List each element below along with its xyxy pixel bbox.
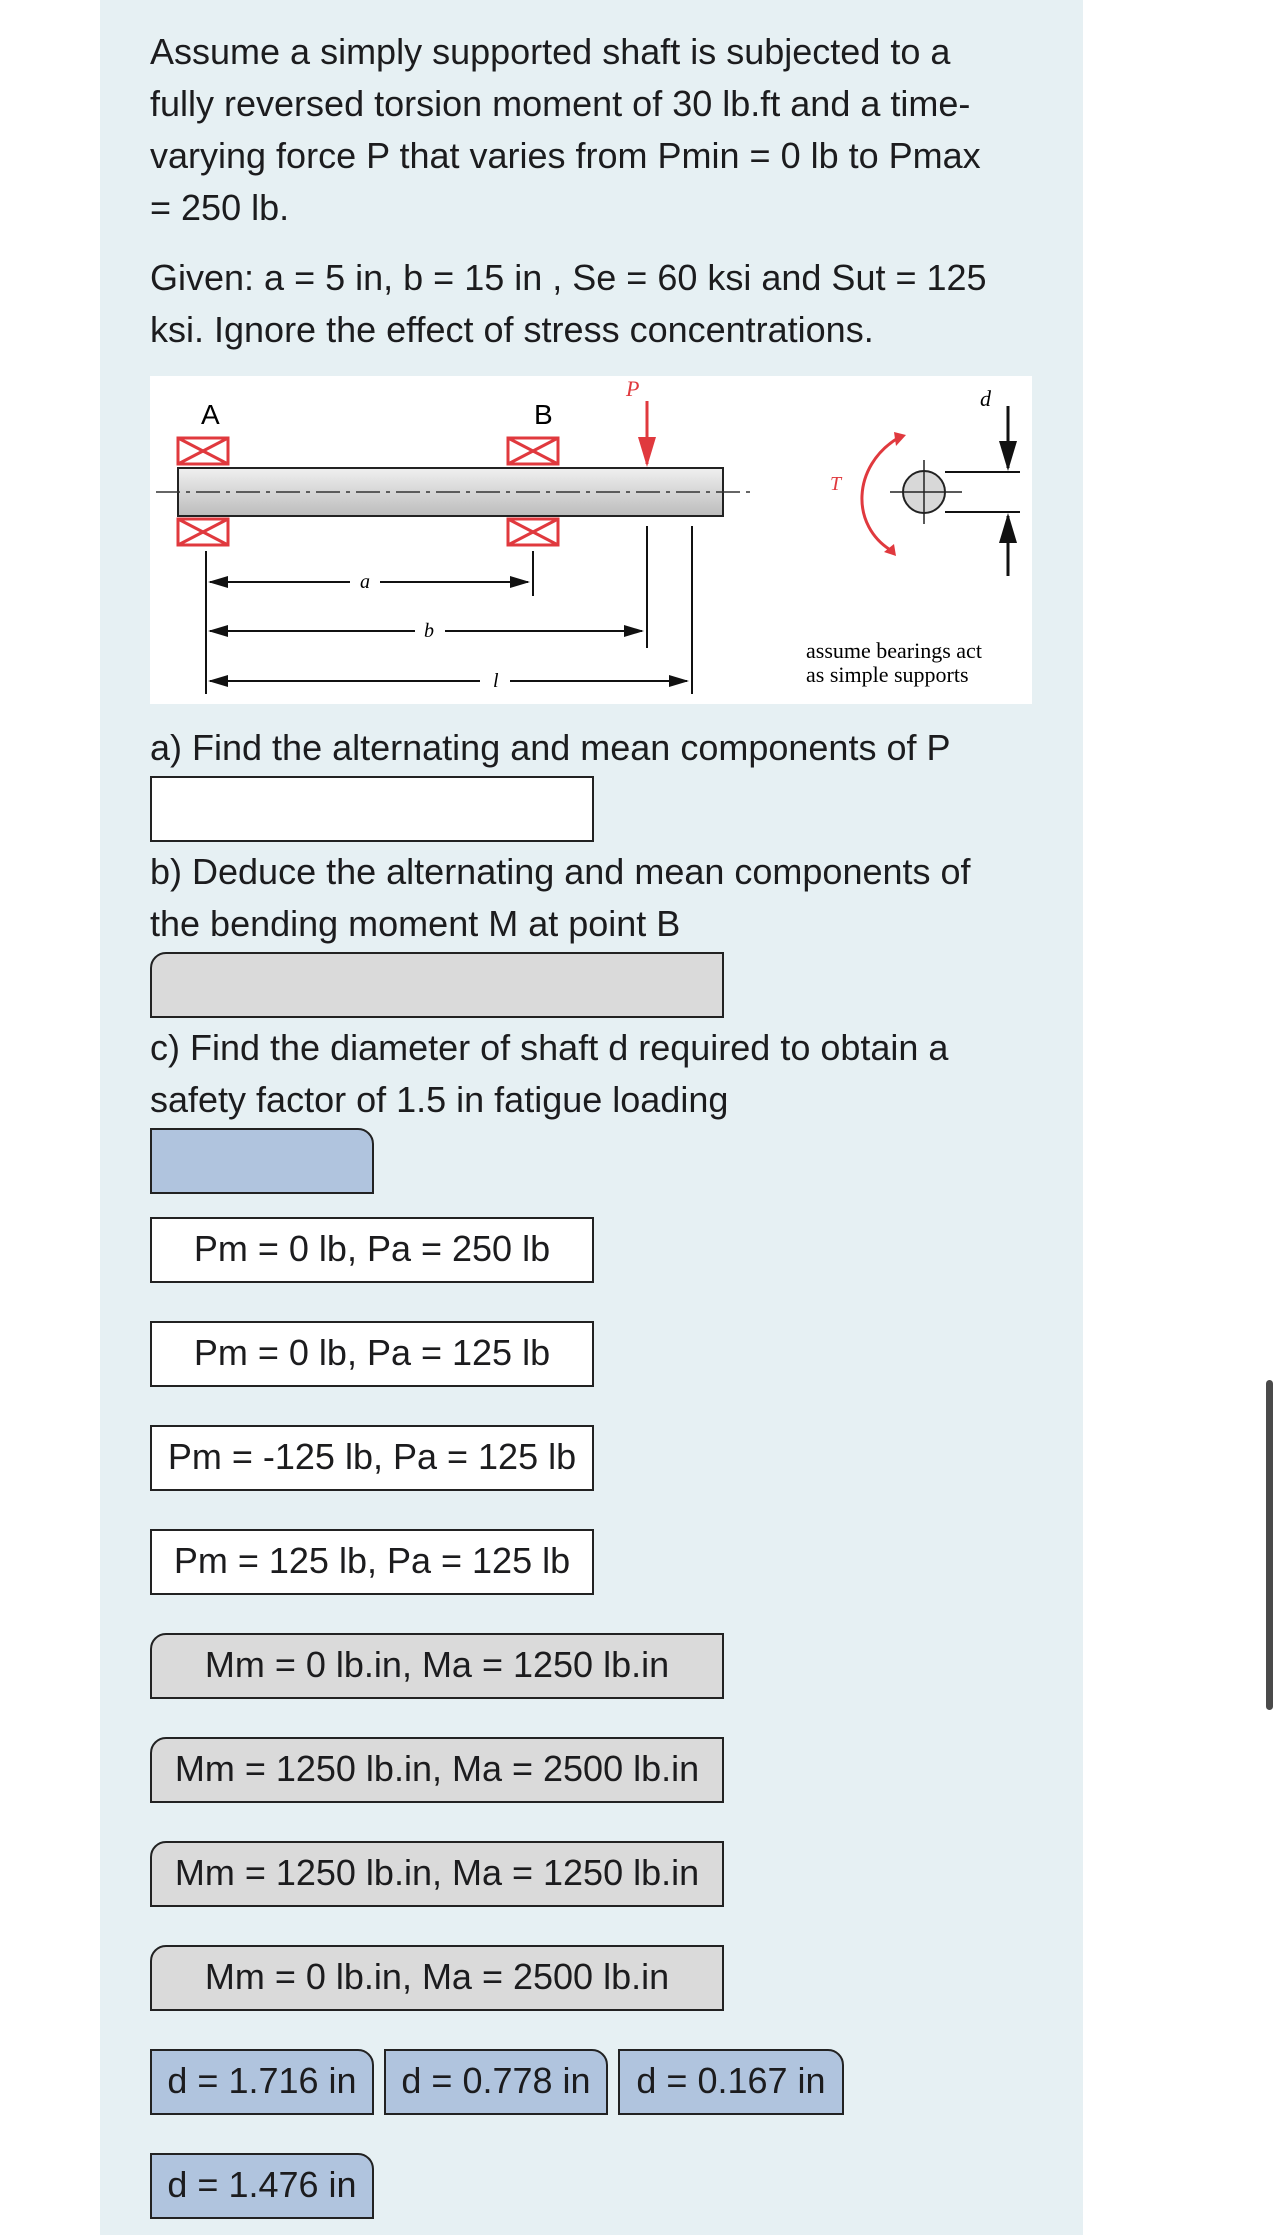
part-b-prompt: b) Deduce the alternating and mean components of the bending moment M at point B [150,851,971,944]
support-b-label: B [534,399,553,430]
option-p-2[interactable]: Pm = 0 lb, Pa = 125 lb [150,1321,594,1387]
option-p-4[interactable]: Pm = 125 lb, Pa = 125 lb [150,1529,594,1595]
option-d-4[interactable]: d = 1.476 in [150,2153,374,2219]
diameter-label: d [980,386,991,411]
bearing-note-line2: as simple supports [806,662,969,687]
support-a-label: A [201,399,220,430]
cross-section-icon [890,406,1020,576]
option-d-3[interactable]: d = 0.167 in [618,2049,844,2115]
part-a-prompt: a) Find the alternating and mean components of P [150,727,951,768]
dim-l-label: l [493,670,499,692]
option-p-3[interactable]: Pm = -125 lb, Pa = 125 lb [150,1425,594,1491]
answer-dropzone-b[interactable] [150,952,724,1018]
force-p-label: P [626,376,640,401]
option-p-1[interactable]: Pm = 0 lb, Pa = 250 lb [150,1217,594,1283]
dim-a-label: a [360,571,370,593]
question-given: Given: a = 5 in, b = 15 in , Se = 60 ksi and Sut = 125 ksi. Ignore the effect of stress concentrations. [150,257,987,350]
option-m-1[interactable]: Mm = 0 lb.in, Ma = 1250 lb.in [150,1633,724,1699]
shaft-diagram [150,376,1032,704]
dim-b-label: b [424,620,434,642]
part-c-prompt: c) Find the diameter of shaft d required to obtain a safety factor of 1.5 in fatigue loading [150,1027,949,1120]
option-m-3[interactable]: Mm = 1250 lb.in, Ma = 1250 lb.in [150,1841,724,1907]
option-d-1[interactable]: d = 1.716 in [150,2049,374,2115]
shaft-diagram-svg [150,376,1032,704]
torque-label: T [830,473,842,495]
answer-dropzone-a[interactable] [150,776,594,842]
torque-arc-icon [862,438,898,551]
question-intro: Assume a simply supported shaft is subjected to a fully reversed torsion moment of 30 lb.ft and a time- varying force P that varies from Pmin = 0 lb to Pmax = 250 lb. [150,31,981,228]
option-m-2[interactable]: Mm = 1250 lb.in, Ma = 2500 lb.in [150,1737,724,1803]
answer-dropzone-c[interactable] [150,1128,374,1194]
option-d-2[interactable]: d = 0.778 in [384,2049,608,2115]
option-m-4[interactable]: Mm = 0 lb.in, Ma = 2500 lb.in [150,1945,724,2011]
bearing-note-line1: assume bearings act [806,638,982,663]
vertical-scrollbar[interactable] [1266,1380,1273,1710]
